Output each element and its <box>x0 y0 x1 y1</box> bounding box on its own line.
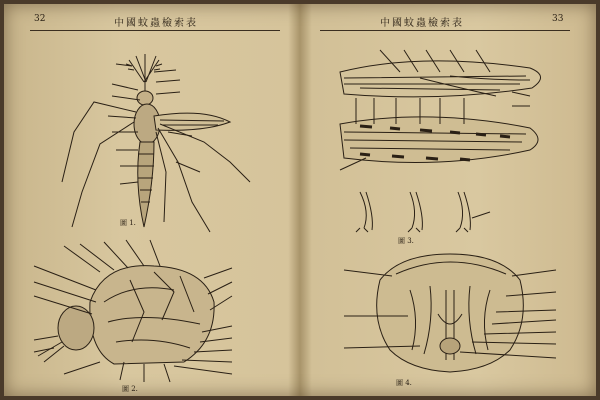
figure-2-thorax-illustration <box>4 232 300 382</box>
page-number-right: 33 <box>552 14 564 24</box>
left-page <box>4 4 300 396</box>
figure-3-wing-venation-illustration <box>300 32 596 242</box>
page-number-left: 32 <box>34 14 46 24</box>
running-head-left: 中國蚊蟲檢索表 <box>114 18 198 29</box>
book-spread <box>4 4 596 396</box>
header-rule-right <box>320 30 570 31</box>
figure-1-mosquito-illustration <box>4 32 300 232</box>
figure-1-caption: 圖 1. <box>120 219 136 227</box>
figure-4-caption: 圖 4. <box>396 379 412 387</box>
running-head-right: 中國蚊蟲檢索表 <box>380 18 464 29</box>
right-page <box>300 4 596 396</box>
figure-4-genitalia-illustration <box>300 250 596 390</box>
figure-3-caption: 圖 3. <box>398 237 414 245</box>
figure-2-caption: 圖 2. <box>122 385 138 393</box>
header-rule-left <box>30 30 280 31</box>
